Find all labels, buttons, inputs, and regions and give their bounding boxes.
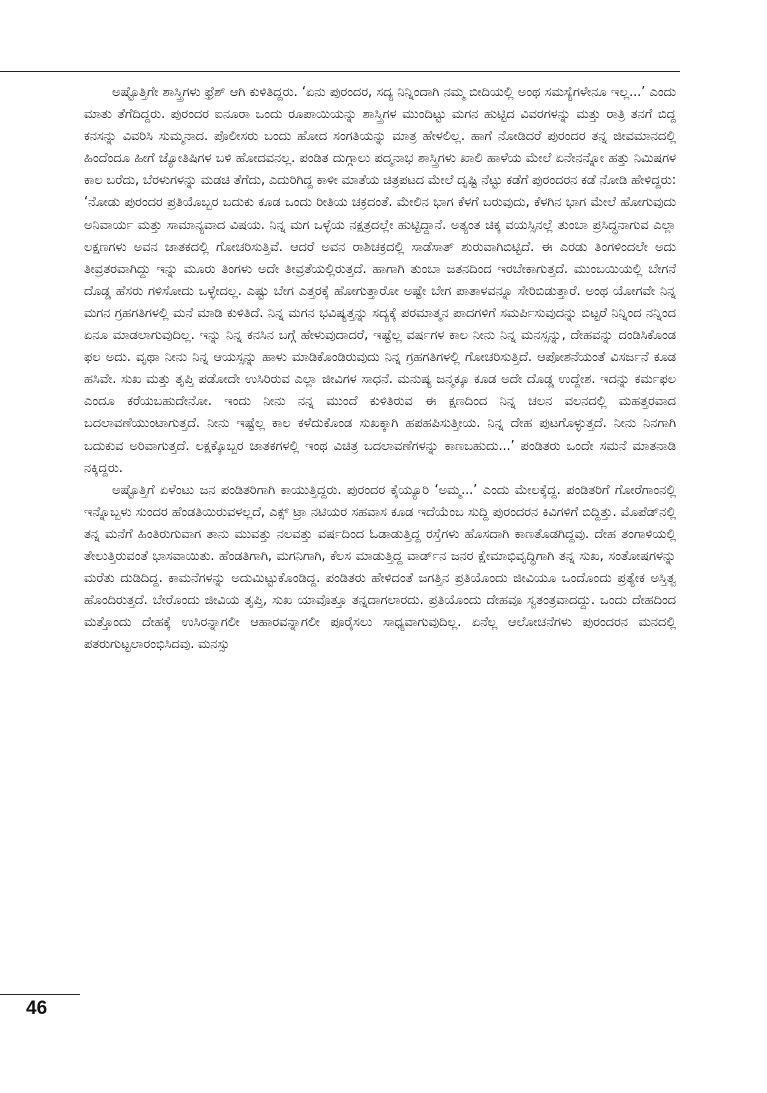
page-body bbox=[84, 82, 676, 1012]
page-number: 46 bbox=[26, 998, 48, 1019]
footer-rule bbox=[0, 994, 80, 995]
paragraph-1: ಅಷ್ಟೊತ್ತಿಗೇ ಶಾಸ್ತ್ರಿಗಳು ಫ್ರೆಶ್ ಆಗಿ ಕುಳಿತಿದ್ದರು. ‘ಏನು ಪುರಂದರ, ಸದ್ಯ ನಿನ್ನಿಂದಾಗಿ ನಮ್ಮ ಬೀದಿಯಲ್ಲಿ ಅಂಥ ಸಮಸ್ಯೆಗಳೇನೂ ಇಲ್ಲ...’ ಎಂದು ಮಾತು ತೆಗೆದಿದ್ದರು. ಪುರಂದರ ಐನೂರಾ ಒಂದು ರೂಪಾಯಿಯನ್ನು ಶಾಸ್ತ್ರಿಗಳ ಮುಂದಿಟ್ಟು ಮಗನ ಹುಟ್ಟಿದ ವಿವರಗಳನ್ನು ಮತ್ತು ರಾತ್ರಿ ತನಗೆ ಬಿದ್ದ ಕನಸನ್ನು ವಿವರಿಸಿ ಸುಮ್ಮನಾದ. ಪೊಲೀಸರು ಬಂದು ಹೋದ ಸಂಗತಿಯನ್ನು ಮಾತ್ರ ಹೇಳಲಿಲ್ಲ. ಹಾಗೆ ನೋಡಿದರೆ ಪುರಂದರ ತನ್ನ ಜೀವಮಾನದಲ್ಲಿ ಹಿಂದೆಂದೂ ಹೀಗೆ ಜ್ಯೋತಿಷಿಗಳ ಬಳಿ ಹೋದವನಲ್ಲ. ಪಂಡಿತ ದುಗ್ಗಾಲು ಪದ್ಮನಾಭ ಶಾಸ್ತ್ರಿಗಳು ಖಾಲಿ ಹಾಳೆಯ ಮೇಲೆ ಏನೇನನ್ನೋ ಹತ್ತು ನಿಮಿಷಗಳ ಕಾಲ ಬರೆದು, ಬೆರಳುಗಳನ್ನು ಮಡಚಿ ತೆಗೆದು, ಎದುರಿಗಿದ್ದ ಕಾಳೀ ಮಾತೆಯ ಚಿತ್ರಪಟದ ಮೇಲೆ ದೃಷ್ಟಿ ನೆಟ್ಟು ಕಡೆಗೆ ಪುರಂದರನ ಕಡೆ ನೋಡಿ ಹೇಳಿದ್ದರು: ‘ನೋಡು ಪುರಂದರ ಪ್ರತಿಯೊಬ್ಬರ ಬದುಕು ಕೂಡ ಒಂದು ರೀತಿಯ ಚಕ್ರದಂತೆ. ಮೇಲಿನ ಭಾಗ ಕೆಳಗೆ ಬರುವುದು, ಕೆಳಗಿನ ಭಾಗ ಮೇಲೆ ಹೋಗುವುದು ಅನಿವಾರ್ಯ ಮತ್ತು ಸಾಮಾನ್ಯವಾದ ವಿಷಯ. ನಿನ್ನ ಮಗ ಒಳ್ಳೆಯ ನಕ್ಷತ್ರದಲ್ಲೇ ಹುಟ್ಟಿದ್ದಾನೆ. ಅತ್ಯಂತ ಚಿಕ್ಕ ವಯಸ್ಸಿನಲ್ಲೆ ತುಂಬಾ ಪ್ರಸಿದ್ಧನಾಗುವ ಎಲ್ಲಾ ಲಕ್ಷಣಗಳು ಅವನ ಜಾತಕದಲ್ಲಿ ಗೋಚರಿಸುತ್ತಿವೆ. ಆದರೆ ಅವನ ರಾಶಿಚಕ್ರದಲ್ಲಿ ಸಾಡೆಸಾತ್ ಶುರುವಾಗಿಬಿಟ್ಟಿದೆ. ಈ ಎರಡು ತಿಂಗಳಿಂದಲೇ ಅದು ತೀವ್ರತರವಾಗಿದ್ದು ಇನ್ನು ಮೂರು ತಿಂಗಳು ಅದೇ ತೀವ್ರತೆಯಲ್ಲಿರುತ್ತದೆ. ಹಾಗಾಗಿ ತುಂಬಾ ಜತನದಿಂದ ಇರಬೇಕಾಗುತ್ತದೆ. ಮುಂಬಯಿಯಲ್ಲಿ ಬೇಗನೆ ದೊಡ್ಡ ಹೆಸರು ಗಳಿಸೋದು ಒಳ್ಳೇದಲ್ಲ. ಎಷ್ಟು ಬೇಗ ಎತ್ತರಕ್ಕೆ ಹೋಗುತ್ತಾರೋ ಅಷ್ಟೇ ಬೇಗ ಪಾತಾಳವನ್ನೂ ಸೇರಿಬಿಡುತ್ತಾರೆ. ಅಂಥ ಯೋಗವೇ ನಿನ್ನ ಮಗನ ಗ್ರಹಗತಿಗಳಲ್ಲಿ ಮನೆ ಮಾಡಿ ಕುಳಿತಿದೆ. ನಿನ್ನ ಮಗನ ಭವಿಷ್ಯತ್ತನ್ನು ಸದ್ಯಕ್ಕೆ ಪರಮಾತ್ಮನ ಪಾದಗಳಿಗೆ ಸಮರ್ಪಿಸುವುದನ್ನು ಬಿಟ್ಟರೆ ನಿನ್ನಿಂದ ನನ್ನಿಂದ ಏನೂ ಮಾಡಲಾಗುವುದಿಲ್ಲ. ಇನ್ನು ನಿನ್ನ ಕನಸಿನ ಬಗ್ಗೆ ಹೇಳುವುದಾದರೆ, ಇಷ್ಟೆಲ್ಲ ವರ್ಷಗಳ ಕಾಲ ನೀನು ನಿನ್ನ ಮನಸ್ಸನ್ನು, ದೇಹವನ್ನು ದಂಡಿಸಿಕೊಂಡ ಫಲ ಅದು. ವೃಥಾ ನೀನು ನಿನ್ನ ಆಯಸ್ಸನ್ನು ಹಾಳು ಮಾಡಿಕೊಂಡಿರುವುದು ನಿನ್ನ ಗ್ರಹಗತಿಗಳಲ್ಲಿ ಗೋಚರಿಸುತ್ತಿದೆ. ಆಪೋಶನೆಯಂತೆ ವಿಸರ್ಜನೆ ಕೂಡ ಹಸಿವೇ. ಸುಖ ಮತ್ತು ತೃಪ್ತಿ ಪಡೋದೇ ಉಸಿರಿರುವ ಎಲ್ಲಾ ಜೀವಿಗಳ ಸಾಧನೆ. ಮನುಷ್ಯ ಜನ್ಮಕ್ಕೂ ಕೂಡ ಅದೇ ದೊಡ್ಡ ಉದ್ದೇಶ. ಇದನ್ನು ಕರ್ಮಫಲ ಎಂದೂ ಕರೆಯಬಹುದೇನೋ. ಇಂದು ನೀನು ನನ್ನ ಮುಂದೆ ಕುಳಿತಿರುವ ಈ ಕ್ಷಣದಿಂದ ನಿನ್ನ ಚಲನ ವಲನದಲ್ಲಿ ಮಹತ್ತರವಾದ ಬದಲಾವಣೆಯುಂಟಾಗುತ್ತದೆ. ನೀನು ಇಷ್ಟೆಲ್ಲ ಕಾಲ ಕಳೆದುಕೊಂಡ ಸುಖಕ್ಕಾಗಿ ಹಪಹಪಿಸುತ್ತೀಯ. ನಿನ್ನ ದೇಹ ಪುಟಗೊಳ್ಳುತ್ತದೆ. ನೀನು ನಿನಗಾಗಿ ಬದುಕುವ ಅರಿವಾಗುತ್ತದೆ. ಲಕ್ಷಕ್ಕೊಬ್ಬರ ಜಾತಕಗಳಲ್ಲಿ ಇಂಥ ವಿಚಿತ್ರ ಬದಲಾವಣೆಗಳನ್ನು ಕಾಣಬಹುದು...’ ಪಂಡಿತರು ಒಂದೇ ಸಮನೆ ಮಾತನಾಡಿ ನಕ್ಕಿದ್ದರು. bbox=[84, 85, 676, 476]
paragraph-2: ಅಷ್ಟೊತ್ತಿಗೆ ಏಳೆಂಟು ಜನ ಪಂಡಿತರಿಗಾಗಿ ಕಾಯುತ್ತಿದ್ದರು. ಪುರಂದರ ಕೈಯ್ಯೂರಿ ‘ಅಮ್ಮ...’ ಎಂದು ಮೇಲಕ್ಕೆದ್ದ. ಪಂಡಿತರಿಗೆ ಗೋರೆಗಾಂನಲ್ಲಿ ಇನ್ನೊಬ್ಬಳು ಸುಂದರ ಹೆಂಡತಿಯಿರುವಳಲ್ಲದೆ, ಎಕ್ಸ್ ಟ್ರಾ ನಟಿಯರ ಸಹವಾಸ ಕೂಡ ಇದೆಯೆಂಬ ಸುದ್ದಿ ಪುರಂದರನ ಕಿವಿಗಳಿಗೆ ಬಿದ್ದಿತ್ತು. ಮೊಪೆಡ್‌ನಲ್ಲಿ ತನ್ನ ಮನೆಗೆ ಹಿಂತಿರುಗುವಾಗ ತಾನು ಮುವತ್ತು ನಲವತ್ತು ವರ್ಷದಿಂದ ಓಡಾಡುತ್ತಿದ್ದ ರಸ್ತೆಗಳು ಹೊಸದಾಗಿ ಕಾಣತೊಡಗಿದ್ದವು. ದೇಹ ತಂಗಾಳಿಯಲ್ಲಿ ತೇಲುತ್ತಿರುವಂತೆ ಭಾಸವಾಯಿತು. ಹೆಂಡತಿಗಾಗಿ, ಮಗನಿಗಾಗಿ, ಕೆಲಸ ಮಾಡುತ್ತಿದ್ದ ವಾರ್ಡ್‌ನ ಜನರ ಕ್ಷೇಮಾಭಿವೃದ್ಧಿಗಾಗಿ ತನ್ನ ಸುಖ, ಸಂತೋಷಗಳನ್ನು ಮರೆತು ದುಡಿದಿದ್ದ. ಕಾಮನೆಗಳನ್ನು ಅದುಮಿಟ್ಟುಕೊಂಡಿದ್ದ. ಪಂಡಿತರು ಹೇಳಿದಂತೆ ಜಗತ್ತಿನ ಪ್ರತಿಯೊಂದು ಜೀವಿಯೂ ಒಂದೊಂದು ಪ್ರತ್ಯೇಕ ಅಸ್ತಿತ್ವ ಹೊಂದಿರುತ್ತದೆ. ಬೇರೊಂದು ಜೀವಿಯ ತೃಪ್ತಿ, ಸುಖ ಯಾವೊತ್ತೂ ತನ್ನದಾಗಲಾರದು. ಪ್ರತಿಯೊಂದು ದೇಹವೂ ಸ್ವತಂತ್ರವಾದದ್ದು. ಒಂದು ದೇಹದಿಂದ ಮತ್ತೊಂದು ದೇಹಕ್ಕೆ ಉಸಿರನ್ನಾಗಲೀ ಆಹಾರವನ್ನಾಗಲೀ ಪೂರೈಸಲು ಸಾಧ್ಯವಾಗುವುದಿಲ್ಲ. ಏನೆಲ್ಲ ಆಲೋಚನೆಗಳು ಪುರಂದರನ ಮನದಲ್ಲಿ ಪತರುಗುಟ್ಟಲಾರಂಭಿಸಿದವು. ಮನಸ್ಸು bbox=[84, 482, 676, 653]
header-rule bbox=[0, 71, 680, 72]
